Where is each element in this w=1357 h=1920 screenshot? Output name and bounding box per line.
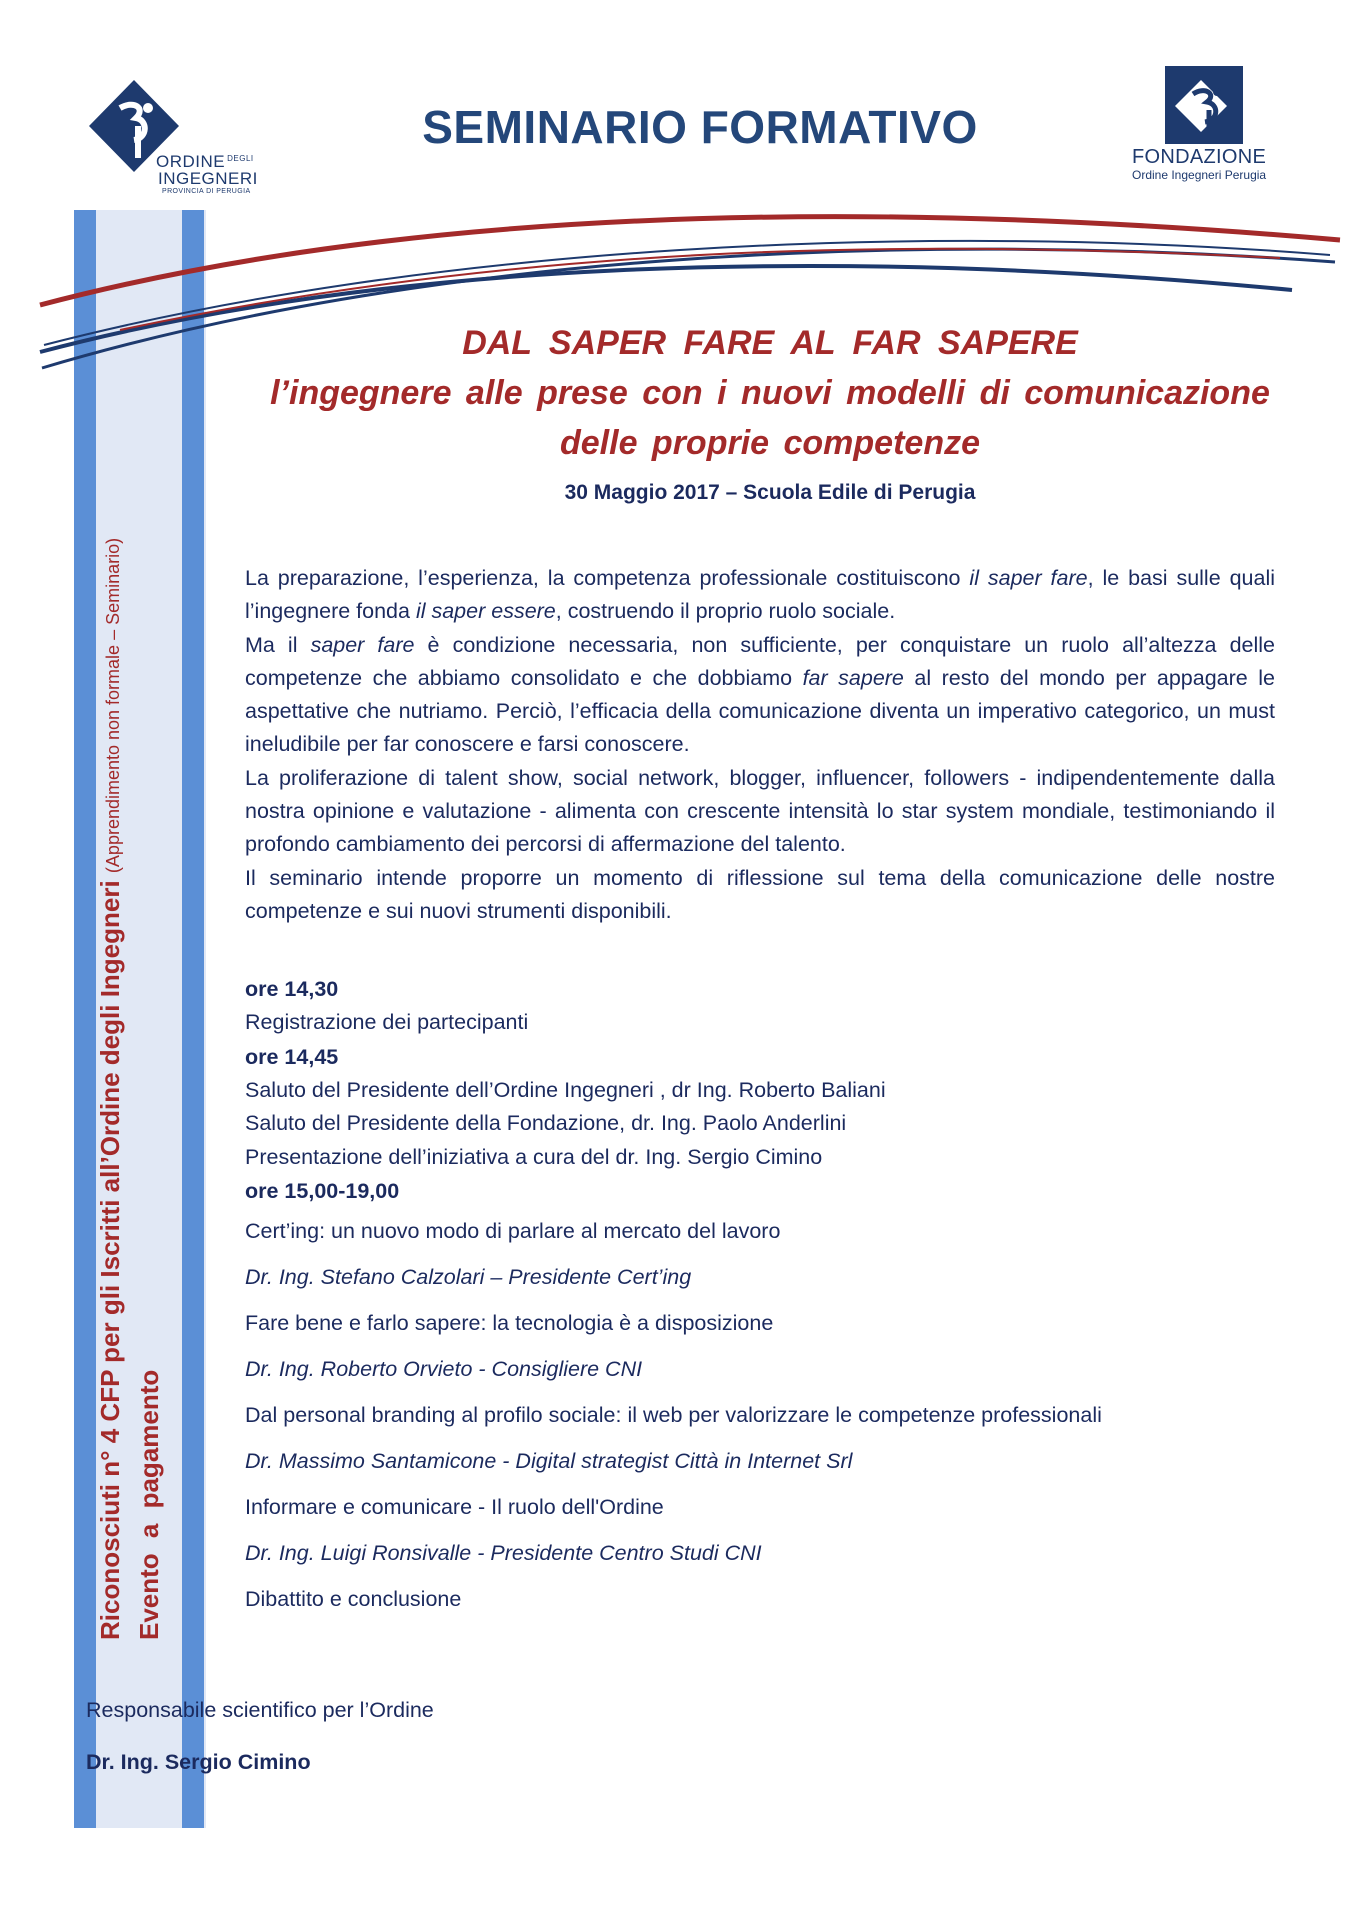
program-time: ore 14,45 [245, 1044, 339, 1069]
subtitle-line2: l’ingegnere alle prese con i nuovi modelli di comunicazione [270, 374, 1270, 412]
fondazione-logo-line1: FONDAZIONE [1132, 146, 1267, 168]
fondazione-logo [1118, 66, 1288, 186]
program-item: Saluto del Presidente dell’Ordine Ingegneri , dr Ing. Roberto Baliani [245, 1077, 886, 1102]
intro-paragraph: La proliferazione di talent show, social network, blogger, influencer, followers - indipendentemente dalla nostra opinione e valutazione - alimenta con crescente intensità lo star system mondiale, testimoniando il profondo cambiamento dei percorsi di affermazione del talento. [245, 765, 1275, 857]
fondazione-logo-icon [1165, 66, 1243, 144]
program-closing: Dibattito e conclusione [245, 1587, 462, 1611]
scientific-lead-name: Dr. Ing. Sergio Cimino [86, 1750, 311, 1774]
program-time: ore 14,30 [245, 977, 339, 1001]
ordine-ingegneri-logo [82, 78, 272, 193]
ordine-logo-line1: ORDINE $^{DEGLI}$ [156, 152, 254, 171]
program-time: ore 15,00-19,00 [245, 1179, 400, 1203]
talk-speaker: Dr. Ing. Roberto Orvieto - Consigliere CNI [245, 1357, 643, 1381]
sidebar-bar-left [74, 210, 96, 1828]
fondazione-logo-line2: Ordine Ingegneri Perugia [1132, 168, 1267, 182]
talk-title: Cert’ing: un nuovo modo di parlare al mercato del lavoro [245, 1219, 781, 1243]
program-item: Presentazione dell’iniziativa a cura del dr. Ing. Sergio Cimino [245, 1144, 823, 1169]
ordine-logo-line3: PROVINCIA DI PERUGIA [162, 188, 251, 195]
event-date: 30 Maggio 2017 – Scuola Edile di Perugia [564, 481, 976, 504]
ordine-logo-line2: INGEGNERI [158, 169, 258, 188]
sidebar-paid-event: Evento a pagamento [134, 1369, 164, 1640]
program [245, 972, 1295, 1622]
intro-paragraph: Il seminario intende proporre un momento di riflessione sul tema della comunicazione delle nostre competenze e sui nuovi strumenti disponibili. [245, 865, 1275, 923]
sidebar-bar-right [182, 210, 204, 1828]
talk-title: Fare bene e farlo sapere: la tecnologia è a disposizione [245, 1311, 774, 1335]
intro-paragraph: Ma il saper fare è condizione necessaria, non sufficiente, per conquistare un ruolo all’altezza delle competenze che abbiamo consolidato e che dobbiamo far sapere al resto del mondo per appagare le aspettative che nutriamo. Perciò, l’efficacia della comunicazione diventa un imperativo categorico, un must ineludibile per far conoscere e farsi conoscere. [245, 632, 1275, 757]
page-title: SEMINARIO FORMATIVO [422, 101, 978, 153]
program-item: Registrazione dei partecipanti [245, 1010, 529, 1034]
talk-speaker: Dr. Ing. Stefano Calzolari – Presidente Cert’ing [245, 1265, 692, 1289]
sidebar-credits: Riconosciuti n° 4 CFP per gli Iscritti all’Ordine degli Ingegneri (Apprendimento non formale – Seminario) [95, 537, 125, 1640]
talk-title: Informare e comunicare - Il ruolo dell'Ordine [245, 1495, 664, 1519]
scientific-lead-label: Responsabile scientifico per l’Ordine [86, 1698, 434, 1722]
talk-speaker: Dr. Massimo Santamicone - Digital strategist Città in Internet Srl [245, 1449, 853, 1473]
talk-speaker: Dr. Ing. Luigi Ronsivalle - Presidente Centro Studi CNI [245, 1541, 762, 1565]
intro-paragraph: La preparazione, l’esperienza, la competenza professionale costituiscono il saper fare, le basi sulle quali l’ingegnere fonda il saper essere, costruendo il proprio ruolo sociale. [245, 566, 1275, 624]
intro-text [245, 562, 1275, 928]
subtitle-line3: delle proprie competenze [560, 424, 980, 462]
sidebar-text [95, 370, 175, 1640]
subtitle-line1: DAL SAPER FARE AL FAR SAPERE [462, 324, 1078, 362]
talk-title: Dal personal branding al profilo sociale: il web per valorizzare le competenze professionali [245, 1403, 1102, 1427]
seminar-subtitle [220, 318, 1320, 468]
program-item: Saluto del Presidente della Fondazione, dr. Ing. Paolo Anderlini [245, 1111, 847, 1135]
